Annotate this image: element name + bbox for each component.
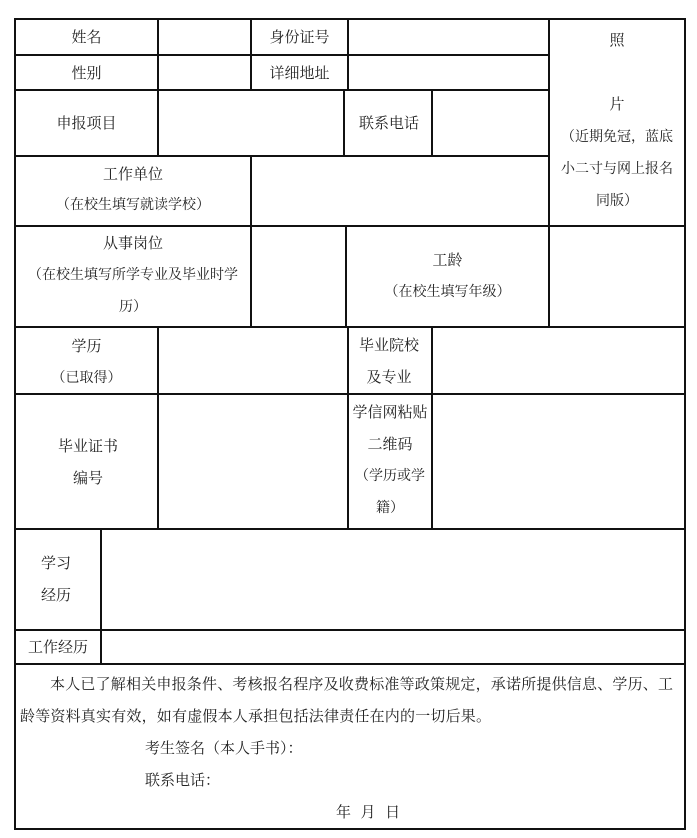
address-label: 详细地址 <box>269 63 330 82</box>
seniority-input[interactable] <box>550 227 684 326</box>
study-history-label: 学习经历 <box>40 554 71 604</box>
gender-input[interactable] <box>159 56 250 89</box>
grid-line <box>684 18 686 830</box>
photo-char-zhao: 照 <box>609 31 625 49</box>
seniority-label: 工龄 <box>432 251 463 269</box>
grid-line <box>14 828 685 830</box>
declaration-statement: 本人已了解相关申报条件、考核报名程序及收费标准等政策规定，承诺所提供信息、学历、工龄等资料真实有效，如有虚假本人承担包括法律责任在内的一切后果。 <box>20 675 674 725</box>
education-label: 学历 <box>71 337 102 355</box>
work-unit-input[interactable] <box>252 157 548 225</box>
project-input[interactable] <box>159 91 343 155</box>
signature-label: 考生签名（本人手书）： <box>145 739 303 757</box>
certificate-number-label: 毕业证书编号 <box>57 436 118 487</box>
position-input[interactable] <box>252 227 345 326</box>
education-input[interactable] <box>159 328 347 393</box>
school-major-input[interactable] <box>433 328 684 393</box>
name-label: 姓名 <box>71 28 102 46</box>
work-history-input[interactable] <box>102 631 684 663</box>
contact-phone-input[interactable] <box>433 91 548 155</box>
work-unit-label: 工作单位 <box>102 165 163 183</box>
id-number-input[interactable] <box>349 20 548 54</box>
date-label: 年 月 日 <box>336 803 401 821</box>
photo-char-pian: 片 <box>609 95 625 113</box>
chsi-qr-label: 学信网粘贴二维码 <box>352 403 428 453</box>
study-history-input[interactable] <box>102 530 684 629</box>
position-label: 从事岗位 <box>102 234 163 252</box>
position-note: （在校生填写所学专业及毕业时学历） <box>28 267 238 315</box>
address-input[interactable] <box>349 56 548 89</box>
certificate-number-input[interactable] <box>159 395 347 528</box>
declaration-section <box>16 665 684 828</box>
seniority-note: （在校生填写年级） <box>384 284 511 300</box>
chsi-qr-note: （学历或学籍） <box>355 468 425 516</box>
name-input[interactable] <box>159 20 250 54</box>
chsi-qr-input[interactable] <box>433 395 684 528</box>
gender-label: 性别 <box>71 63 102 82</box>
school-major-label: 毕业院校及专业 <box>358 335 419 386</box>
id-number-label: 身份证号 <box>269 28 330 46</box>
education-note: （已取得） <box>51 370 122 386</box>
work-unit-note: （在校生填写就读学校） <box>56 197 210 213</box>
contact-phone-label: 联系电话 <box>358 114 419 132</box>
project-label: 申报项目 <box>56 114 117 132</box>
grid-line <box>343 89 345 157</box>
declaration-phone-label: 联系电话： <box>145 771 221 789</box>
photo-note: （近期免冠，蓝底小二寸与网上报名同版） <box>561 129 673 209</box>
work-history-label: 工作经历 <box>27 638 88 656</box>
